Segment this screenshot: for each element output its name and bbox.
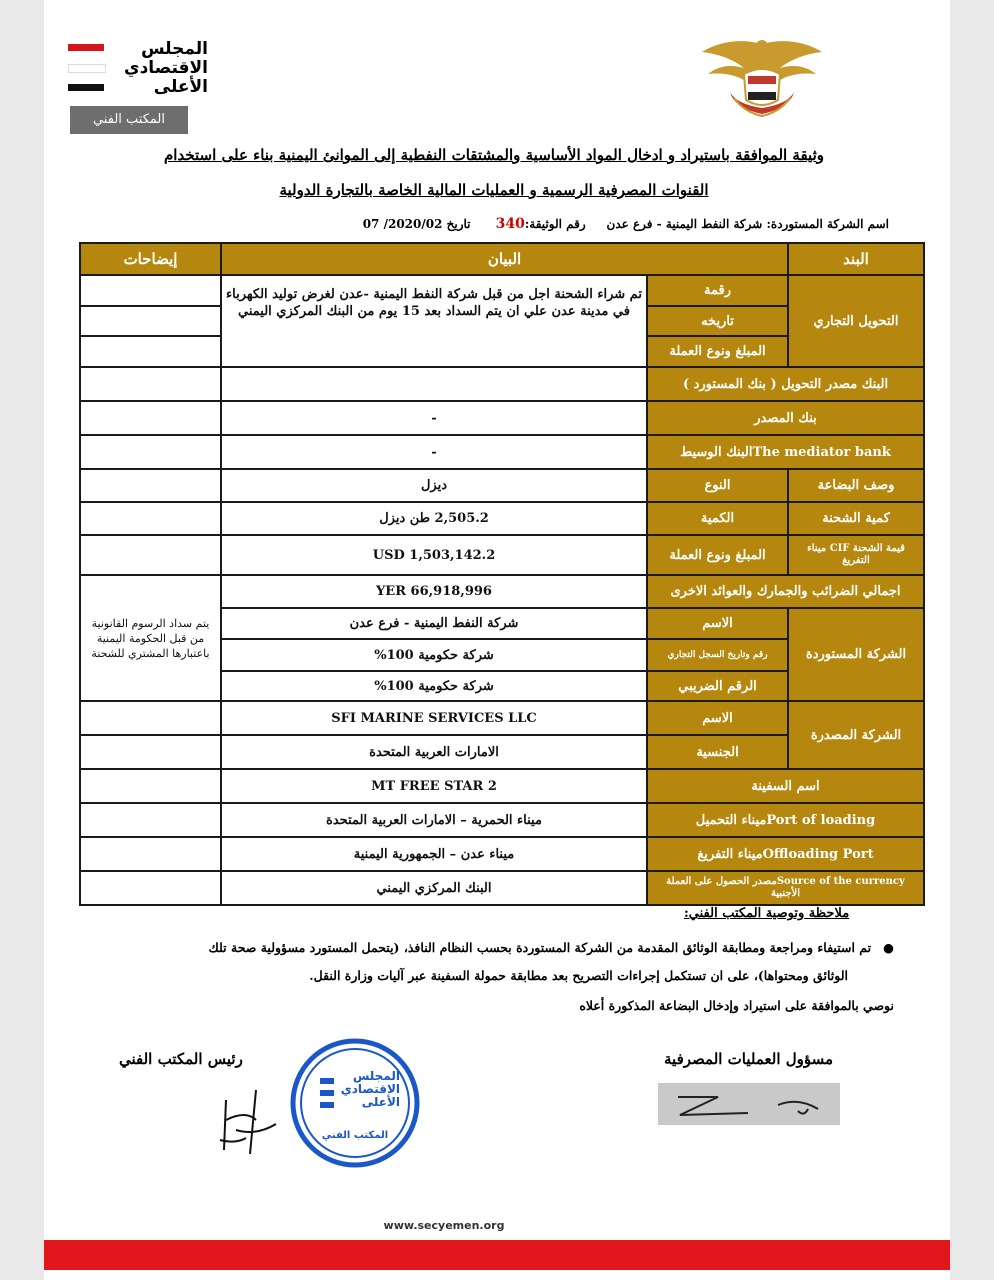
label-issuing-bank: بنك المصدر bbox=[646, 400, 925, 436]
council-logo bbox=[68, 40, 218, 100]
document-title-line1: وثيقة الموافقة باستيراد و ادخال المواد الأساسية والمشتقات النفطية إلى الموانئ اليمنية بناء على استخدام bbox=[164, 146, 824, 164]
label-goods: وصف البضاعة bbox=[787, 468, 925, 503]
value-mediator-bank: - bbox=[220, 434, 648, 470]
signature-image-banking bbox=[658, 1083, 840, 1125]
sub-transfer-number: رقمة bbox=[646, 274, 789, 307]
importer-label: اسم الشركة المستوردة: bbox=[766, 217, 889, 231]
header-statement: البيان bbox=[220, 242, 789, 276]
stamp-line: الاقتصادي bbox=[340, 1082, 400, 1096]
label-transfer-bank: البنك مصدر التحويل ( بنك المستورد ) bbox=[646, 366, 925, 402]
logo-text-line1: المجلس bbox=[141, 39, 208, 59]
logo-bar-white bbox=[68, 64, 106, 73]
footer-bar bbox=[44, 1240, 950, 1270]
sub-transfer-amount: المبلغ ونوع العملة bbox=[646, 335, 789, 368]
remark-cell bbox=[79, 700, 222, 736]
notes-bullet bbox=[114, 940, 894, 955]
value-taxes: YER 66,918,996 bbox=[220, 574, 648, 609]
remark-cell bbox=[79, 501, 222, 536]
approval-table bbox=[79, 242, 925, 906]
value-port-offloading: ميناء عدن – الجمهورية اليمنية bbox=[220, 836, 648, 872]
label-cif-value: قيمة الشحنة CIF ميناء التفريغ bbox=[787, 534, 925, 576]
bullet-line2: الوثائق ومحتواها)، على ان تستكمل إجراءات التصريح بعد مطابقة حمولة السفينة عبر آليات وزارة النقل. bbox=[309, 968, 848, 983]
remark-cell bbox=[79, 305, 222, 337]
sub-importer-name: الاسم bbox=[646, 607, 789, 640]
document-title-line2: القنوات المصرفية الرسمية و العمليات المالية الخاصة بالتجارة الدولية bbox=[279, 181, 709, 199]
sub-quantity: الكمية bbox=[646, 501, 789, 536]
stamp-line: الأعلى bbox=[361, 1095, 400, 1109]
remark-cell bbox=[79, 400, 222, 436]
remark-cell bbox=[79, 468, 222, 503]
remark-cell bbox=[79, 366, 222, 402]
sub-cif-amount: المبلغ ونوع العملة bbox=[646, 534, 789, 576]
doc-number: 340 bbox=[495, 216, 525, 232]
value-commercial-transfer: تم شراء الشحنة اجل من قبل شركة النفط اليمنية -عدن لغرض توليد الكهرباء في مدينة عدن علي ان يتم السداد بعد 15 يوم من البنك المركزي اليمني bbox=[220, 274, 648, 368]
label-port-loading: Port of loadingميناء التحميل bbox=[646, 802, 925, 838]
value-vessel: MT FREE STAR 2 bbox=[220, 768, 648, 804]
label-importer: الشركة المستوردة bbox=[787, 607, 925, 702]
bullet-dot-icon: ● bbox=[883, 940, 894, 955]
remark-taxes: يتم سداد الرسوم القانونية من قبل الحكومة اليمنية باعتبارها المشتري للشحنة bbox=[79, 574, 222, 702]
sub-importer-tax: الرقم الضريبي bbox=[646, 670, 789, 702]
date-value: 2020/02/ 07 bbox=[362, 217, 443, 231]
value-importer-name: شركة النفط اليمنية - فرع عدن bbox=[220, 607, 648, 640]
remark-cell bbox=[79, 534, 222, 576]
signature-label-tech-head: رئيس المكتب الفني bbox=[119, 1050, 243, 1068]
remark-cell bbox=[79, 274, 222, 307]
remark-cell bbox=[79, 768, 222, 804]
label-port-offloading: Offloading Portميناء التفريغ bbox=[646, 836, 925, 872]
document-info bbox=[324, 216, 889, 232]
signature-scribble-icon bbox=[658, 1083, 840, 1125]
value-importer-register: شركة حكومية 100% bbox=[220, 638, 648, 672]
date-label: تاريخ bbox=[446, 217, 471, 231]
header-remarks: إيضاحات bbox=[79, 242, 222, 276]
label-vessel: اسم السفينة bbox=[646, 768, 925, 804]
label-quantity: كمية الشحنة bbox=[787, 501, 925, 536]
footer-url[interactable]: www.secyemen.org bbox=[383, 1219, 505, 1232]
sub-goods-type: النوع bbox=[646, 468, 789, 503]
bullet-line1: تم استيفاء ومراجعة ومطابقة الوثائق المقدمة من الشركة المستوردة بحسب النظام النافذ، (يتحمل المستورد مسؤولية صحة تلك bbox=[208, 940, 872, 955]
recommendation: نوصي بالموافقة على استيراد وإدخال البضاعة المذكورة أعلاه bbox=[579, 998, 894, 1013]
stamp-line: المجلس bbox=[352, 1069, 400, 1083]
value-currency-source: البنك المركزي اليمني bbox=[220, 870, 648, 906]
value-issuing-bank: - bbox=[220, 400, 648, 436]
office-badge: المكتب الفني bbox=[70, 106, 188, 134]
value-goods: ديزل bbox=[220, 468, 648, 503]
sub-exporter-name: الاسم bbox=[646, 700, 789, 736]
value-cif: 1,503,142.2 USD bbox=[220, 534, 648, 576]
logo-bar-red bbox=[68, 44, 104, 51]
logo-text-line2: الاقتصادي bbox=[124, 58, 208, 78]
label-exporter: الشركة المصدرة bbox=[787, 700, 925, 770]
remark-cell bbox=[79, 734, 222, 770]
label-currency-source: Source of the currencyمصدر الحصول على العملة الأجنبية bbox=[646, 870, 925, 906]
notes-title: ملاحظة وتوصية المكتب الفني: bbox=[684, 906, 850, 921]
value-quantity: 2,505.2 طن ديزل bbox=[220, 501, 648, 536]
remark-cell bbox=[79, 836, 222, 872]
office-stamp bbox=[290, 1038, 420, 1168]
sub-transfer-date: تاريخه bbox=[646, 305, 789, 337]
header-item: البند bbox=[787, 242, 925, 276]
document-page bbox=[44, 0, 950, 1280]
logo-bar-black bbox=[68, 84, 104, 91]
signature-label-banking: مسؤول العمليات المصرفية bbox=[664, 1050, 834, 1068]
value-importer-tax: شركة حكومية 100% bbox=[220, 670, 648, 702]
eagle-emblem-icon bbox=[700, 34, 824, 120]
label-taxes: اجمالي الضرائب والجمارك والعوائد الاخرى bbox=[646, 574, 925, 609]
label-commercial-transfer: التحويل التجاري bbox=[787, 274, 925, 368]
remark-cell bbox=[79, 434, 222, 470]
sub-importer-register: رقم وتاريخ السجل التجاري bbox=[646, 638, 789, 672]
value-port-loading: ميناء الحمرية – الامارات العربية المتحدة bbox=[220, 802, 648, 838]
signature-scribble-icon bbox=[216, 1080, 286, 1160]
remark-cell bbox=[79, 802, 222, 838]
value-exporter-name: SFI MARINE SERVICES LLC bbox=[220, 700, 648, 736]
sub-exporter-nationality: الجنسية bbox=[646, 734, 789, 770]
stamp-footer: المكتب الفني bbox=[321, 1130, 389, 1141]
importer-value: شركة النفط اليمنية - فرع عدن bbox=[606, 217, 763, 231]
value-transfer-bank bbox=[220, 366, 648, 402]
remark-cell bbox=[79, 870, 222, 906]
doc-number-label: رقم الوثيقة: bbox=[524, 217, 586, 231]
label-mediator-bank: The mediator bankالبنك الوسيط bbox=[646, 434, 925, 470]
logo-text-line3: الأعلى bbox=[153, 77, 208, 97]
stamp-text bbox=[338, 1070, 400, 1109]
remark-cell bbox=[79, 335, 222, 368]
value-exporter-nationality: الامارات العربية المتحدة bbox=[220, 734, 648, 770]
